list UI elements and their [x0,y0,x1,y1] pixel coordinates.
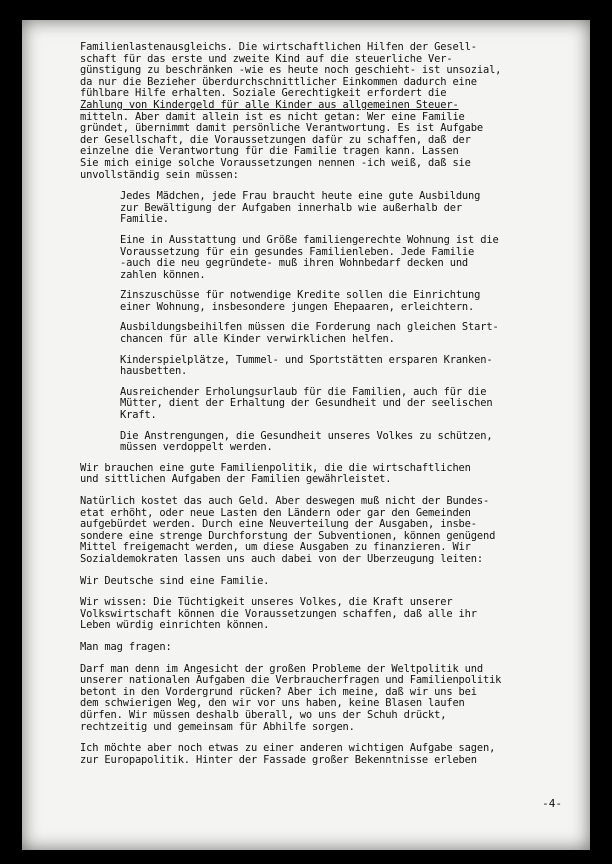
text-line: Jedes Mädchen, jede Frau braucht heute eine gute Ausbildung [120,191,481,203]
text-line: Kraft. [120,410,157,422]
text-line: zur Bewältigung der Aufgaben innerhalb wie außerhalb der [120,202,462,214]
text-line: unvollständig sein müssen: [80,169,239,181]
text-line: zahlen können. [120,269,206,281]
list-item [80,387,580,422]
text-line: etat erhöht, oder neue Lasten den Ländern oder gar den Gemeinden [80,507,471,519]
text-line: Wir Deutsche sind eine Familie. [80,575,270,587]
list-item [80,191,580,226]
text-line: hausbetten. [120,366,188,378]
text-line: einer Wohnung, insbesondere jungen Ehepaaren, erleichtern. [120,301,475,313]
paragraph-europe [80,743,580,766]
text-line: Ich möchte aber noch etwas zu einer anderen wichtigen Aufgabe sagen, [80,743,496,755]
text-line: gründet, übernimmt damit persönliche Verantwortung. Es ist Aufgabe [80,123,483,135]
text-line: mitteln. Aber damit allein ist es nicht getan: Wer eine Familie [80,111,465,123]
paragraph-question [80,642,580,654]
text-line: Wir brauchen eine gute Familienpolitik, die die wirtschaftlichen [80,462,471,474]
text-line: rechtzeitig und gemeinsam für Abhilfe sorgen. [80,721,355,733]
text-line: chancen für alle Kinder verwirklichen helfen. [120,334,395,346]
paragraph-family-burden [80,42,580,181]
text-line: Leben würdig einrichten können. [80,620,270,632]
text-line: Darf man denn im Angesicht der großen Probleme der Weltpolitik und [80,663,483,675]
paragraph-family-policy [80,463,580,486]
list-item [80,431,580,454]
text-line: betont in den Vordergrund rücken? Aber ich meine, daß wir uns bei [80,686,477,698]
list-item [80,322,580,345]
text-line: Mittel freigemacht werden, um diese Ausgaben zu finanzieren. Wir [80,542,471,554]
text-line: Sie mich einige solche Voraussetzungen nennen -ich weiß, daß sie [80,157,471,169]
text-line: Die Anstrengungen, die Gesundheit unseres Volkes zu schützen, [120,430,493,442]
text-line: aufgebürdet werden. Durch eine Neuverteilung der Ausgaben, insbe- [80,519,477,531]
text-line: Familie. [120,214,169,226]
text-line: der Gesellschaft, die Voraussetzungen dafür zu schaffen, daß der [80,134,471,146]
text-line: zur Europapolitik. Hinter der Fassade großer Bekenntnisse erleben [80,754,477,766]
text-line: einzelne die Verantwortung für die Familie tragen kann. Lassen [80,146,459,158]
text-line: und sittlichen Aufgaben der Familien gewährleistet. [80,474,392,486]
paragraph-funding [80,496,580,566]
text-line: -auch die neu gegründete- muß ihren Wohnbedarf decken und [120,258,469,270]
text-line: Volkswirtschaft können die Voraussetzungen schaffen, daß alle ihr [80,608,477,620]
text-line: Eine in Ausstattung und Größe familiengerechte Wohnung ist die [120,234,499,246]
text-line: fühlbare Hilfe erhalten. Soziale Gerechtigkeit erfordert die [80,88,447,100]
text-line: müssen verdoppelt werden. [120,442,273,454]
text-line: günstigung zu beschränken -wie es heute noch geschieht- ist unsozial, [80,65,502,77]
text-line: Wir wissen: Die Tüchtigkeit unseres Volkes, die Kraft unserer [80,597,453,609]
text-line: unserer nationalen Aufgaben die Verbraucherfragen und Familienpolitik [80,675,502,687]
text-line: Natürlich kostet das auch Geld. Aber deswegen muß nicht der Bundes- [80,496,490,507]
text-line: Mütter, dient der Erhaltung der Gesundheit und der seelischen [120,398,493,410]
list-item [80,290,580,313]
text-line: Ausbildungsbeihilfen müssen die Forderung nach gleichen Start- [120,322,499,334]
text-line: dürfen. Wir müssen deshalb überall, wo uns der Schuh drückt, [80,709,447,721]
paragraph-we-know [80,597,580,632]
text-line: Sozialdemokraten lassen uns auch dabei von der Überzeugung leiten: [80,553,483,565]
text-line: Zinszuschüsse für notwendige Kredite sollen die Einrichtung [120,290,481,302]
list-item [80,235,580,281]
text-line: da nur die Bezieher überdurchschnittlicher Einkommen dadurch eine [80,76,477,88]
text-line: Man mag fragen: [80,641,172,653]
document-body [80,42,580,776]
text-line: Voraussetzung für ein gesundes Familienleben. Jede Familie [120,246,475,258]
text-line: Familienlastenausgleichs. Die wirtschaftlichen Hilfen der Gesell- [80,42,477,53]
text-line: schaft für das erste und zweite Kind auf die steuerliche Ver- [80,53,453,65]
document-page [22,20,590,850]
paragraph-world-politics [80,664,580,734]
text-line: dem schwierigen Weg, den wir vor uns haben, keine Blasen laufen [80,698,465,710]
text-line: Ausreichender Erholungsurlaub für die Familien, auch für die [120,386,487,398]
page-number: -4- [542,797,562,810]
text-line: sondere eine strenge Durchforstung der Subventionen, können genügend [80,530,496,542]
paragraph-one-family [80,576,580,588]
text-line-underlined: Zahlung von Kindergeld für alle Kinder aus allgemeinen Steuer- [80,99,459,111]
list-item [80,355,580,378]
text-line: Kinderspielplätze, Tummel- und Sportstätten ersparen Kranken- [120,354,493,366]
